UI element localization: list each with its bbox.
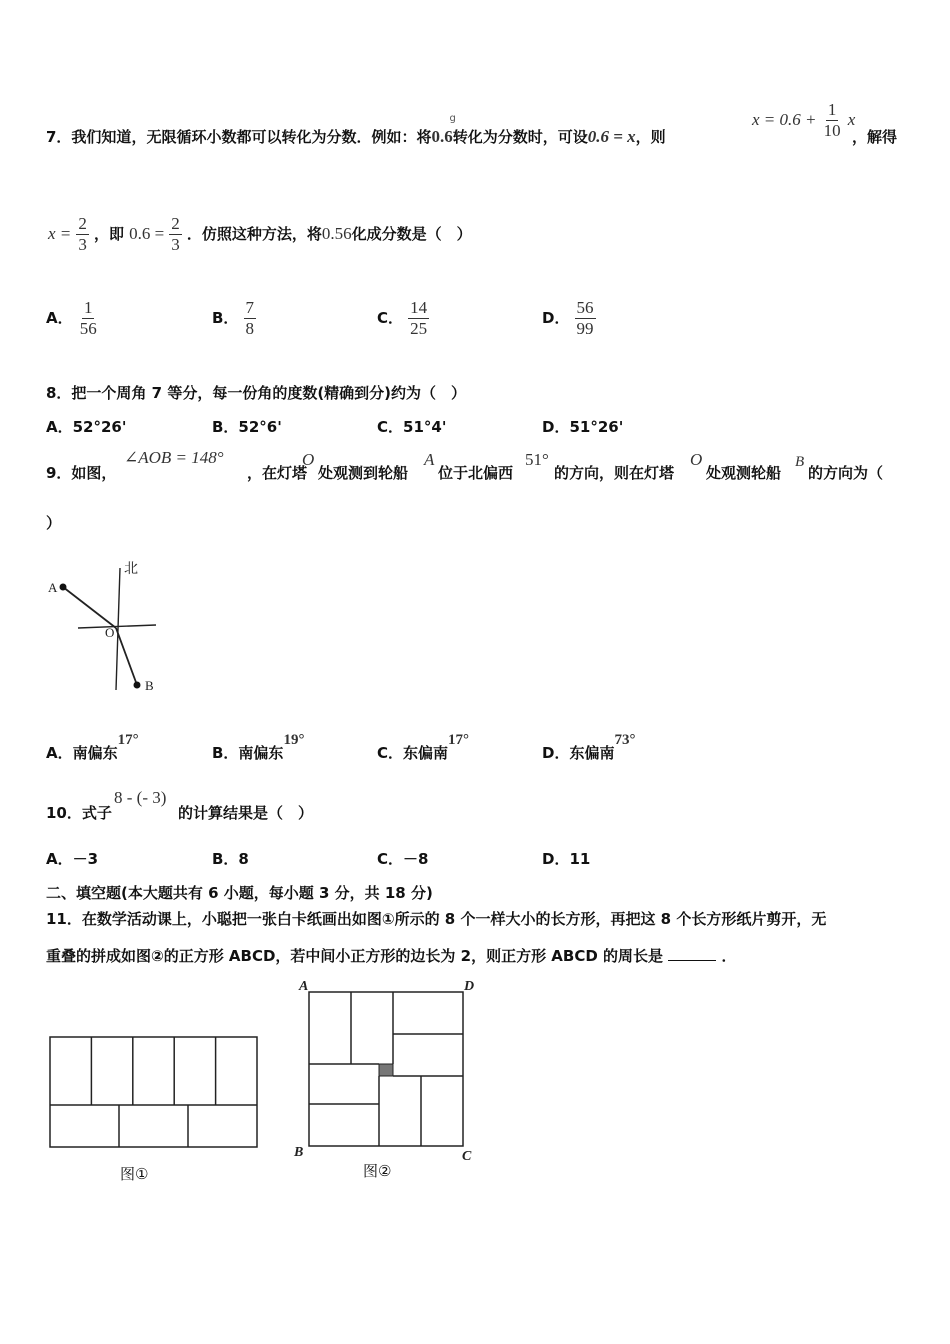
q10-expression: 8 - (- 3) (114, 788, 167, 807)
q11-figure-1 (48, 1035, 260, 1149)
fig2-label-c: C (462, 1149, 472, 1164)
q8-stem: 8．把一个周角 7 等分，每一份角的度数(精确到分)约为（ ） (46, 384, 467, 402)
fig-label-o: O (105, 625, 115, 640)
answer-blank[interactable] (668, 946, 716, 961)
q7-target-number: 0.56 (321, 224, 352, 243)
q9-option-a[interactable]: A．南偏东17° (46, 732, 139, 762)
q7-option-c[interactable]: C． $\frac{14}{25}$ (377, 298, 428, 338)
q9-var-o: O (302, 450, 315, 469)
q10-option-c[interactable]: C．－8 (377, 850, 429, 868)
q9-stem-part2: ，在灯塔 (247, 464, 308, 482)
fig2-label-b: B (294, 1145, 304, 1160)
q9-stem-part5: 的方向，则在灯塔 (554, 464, 675, 482)
q10-stem-end: 的计算结果是（ ） (178, 804, 314, 822)
q9-stem-part3: 处观测到轮船 (318, 464, 409, 482)
fig2-label-a: A (299, 979, 309, 994)
fig-label-b: B (145, 678, 154, 693)
q10-stem-start: 10．式子 (46, 804, 112, 822)
q7-option-a[interactable]: A． $\frac{1}{56}$ (46, 298, 97, 338)
q7-solution-line: x = $\frac{2}{3}$ ，即 0.6 = $\frac{2}{3}$ ．仿照这种方法，将0.56化成分数是（ ） (48, 214, 472, 254)
q11-stem-line1: 11．在数学活动课上，小聪把一张白卡纸画出如图①所示的 8 个一样大小的长方形，再把这 8 个长方形纸片剪开，无 (46, 910, 827, 928)
q7-solve-text: ，解得 (852, 128, 898, 146)
q11-stem-line2: 重叠的拼成如图②的正方形 ABCD，若中间小正方形的边长为 2，则正方形 ABCD 的周长是 ． (46, 947, 737, 965)
q9-stem-close: ） (46, 514, 62, 532)
q9-stem-part6: 处观测轮船 (706, 464, 782, 482)
fig1-caption: 图① (120, 1165, 149, 1183)
q9-stem-start: 9．如图， (46, 464, 117, 482)
q8-option-c[interactable]: C．51°4' (377, 418, 447, 436)
fig2-caption: 图② (363, 1162, 392, 1180)
q7-option-d[interactable]: D． $\frac{56}{99}$ (542, 298, 594, 338)
q7-option-b[interactable]: B． $\frac{7}{8}$ (212, 298, 255, 338)
q9-direction-figure (40, 556, 170, 696)
q8-option-a[interactable]: A．52°26' (46, 418, 127, 436)
q9-var-a: A (424, 450, 435, 469)
q8-option-d[interactable]: D．51°26' (542, 418, 624, 436)
north-label: 北 (124, 562, 138, 577)
q7-stem-line1: 7．我们知道，无限循环小数都可以转化为分数．例如：将0.6 g 转化为分数时，可设0.6 = x，则 (46, 113, 666, 146)
q8-option-b[interactable]: B．52°6' (212, 418, 282, 436)
q11-figure-2 (290, 976, 490, 1166)
q7-relation-equation: x = 0.6 + $\frac{1}{10}$ x (752, 100, 856, 140)
fig-label-a: A (48, 580, 58, 595)
q7-set-equation: 0.6 = x (587, 127, 636, 146)
point-a-icon (60, 584, 67, 591)
q9-stem-part7: 的方向为（ (808, 464, 884, 482)
q9-var-o2: O (690, 450, 703, 469)
q7-example-number: 0.6 g (431, 113, 456, 146)
q9-option-b[interactable]: B．南偏东19° (212, 732, 305, 762)
q9-deg-51: 51° (525, 450, 549, 469)
fig2-label-d: D (464, 979, 475, 994)
q10-option-b[interactable]: B．8 (212, 850, 249, 868)
q9-var-b: B (795, 454, 805, 470)
q10-option-d[interactable]: D．11 (542, 850, 591, 868)
q9-option-c[interactable]: C．东偏南17° (377, 732, 470, 762)
section-2-title: 二、填空题(本大题共有 6 小题，每小题 3 分，共 18 分) (46, 884, 433, 902)
center-small-square (379, 1064, 393, 1076)
q10-option-a[interactable]: A．－3 (46, 850, 99, 868)
q9-angle-aob: ∠AOB = 148° (124, 448, 224, 467)
q9-option-d[interactable]: D．东偏南73° (542, 732, 636, 762)
point-b-icon (134, 682, 141, 689)
q9-stem-part4: 位于北偏西 (438, 464, 514, 482)
